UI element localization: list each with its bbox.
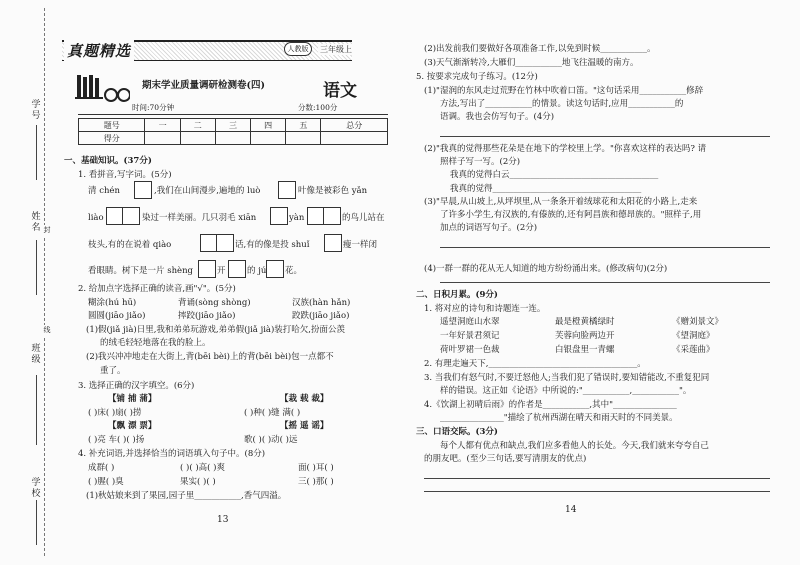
match-right-item[interactable]: 《望洞庭》: [672, 331, 715, 341]
q3-row-1a[interactable]: ( )床( )扇( )捞: [88, 408, 142, 418]
q1-line2-a: liào: [88, 213, 104, 223]
question-5: 5. 按要求完成句子练习。(12分): [416, 72, 538, 82]
answer-line[interactable]: [424, 491, 770, 492]
question-3: 3. 选择正确的汉字填空。(6分): [78, 381, 195, 391]
q5-2-line-c[interactable]: 我真的觉得白云___________________________________: [450, 170, 659, 180]
q2-word[interactable]: 摔跤(jiāo jiǎo): [178, 311, 236, 321]
q2-sentence-2b: 重了。: [100, 366, 126, 376]
answer-line[interactable]: [440, 282, 770, 283]
score-table-score-row: [79, 132, 388, 145]
page-number: 14: [565, 505, 577, 515]
match-left-item[interactable]: 一年好景君须记: [440, 331, 500, 341]
answer-line[interactable]: [440, 136, 770, 137]
q2-sentence-2a: (2)我兴冲冲地走在大街上,背(bēi bèi)上的背(bēi bèi)包一点都不: [86, 352, 334, 362]
table-cell: 题号: [79, 119, 145, 132]
score-input-cell[interactable]: [251, 132, 286, 145]
books-glasses-icon: [74, 73, 130, 107]
char-box[interactable]: [106, 207, 140, 225]
q4-idiom[interactable]: 果实( )( ): [180, 477, 216, 487]
q2-word[interactable]: 圆圆(jiāo jiǎo): [88, 311, 146, 321]
score-table: [78, 118, 388, 145]
q5-1-line-a[interactable]: (1)"湿润的东风走过荒野在竹林中吹着口笛。"这句话采用___________修辞: [424, 86, 704, 96]
score-table-header-row: [79, 119, 388, 132]
q4-idiom[interactable]: ( )( )高( )爽: [180, 463, 226, 473]
school-label: 学校: [31, 478, 41, 499]
q2-word[interactable]: 汉族(hàn hǎn): [292, 298, 351, 308]
cut-line: [44, 8, 45, 556]
char-box[interactable]: [278, 181, 296, 199]
match-right-item[interactable]: 《赠刘景文》: [672, 317, 724, 327]
score-input-cell[interactable]: [145, 132, 180, 145]
q1-line4-b: 开: [217, 266, 226, 276]
seal-mark: 封: [41, 225, 53, 236]
score-input-cell[interactable]: [215, 132, 250, 145]
q5-1-line-c: 语调。我也会仿写句子。(4分): [440, 112, 555, 122]
table-cell: 总分: [321, 119, 388, 132]
char-box[interactable]: [200, 234, 234, 252]
answer-line[interactable]: [440, 247, 770, 248]
student-name-line: [36, 240, 37, 295]
match-left-item[interactable]: 荷叶罗裙一色裁: [440, 345, 500, 355]
q5-4: (4)一群一群的花从无人知道的地方纷纷涌出来。(修改病句)(2分): [424, 264, 668, 274]
section-1-heading: 一、基础知识。(37分): [64, 156, 152, 166]
q3-row-2a[interactable]: ( )亮 车( )( )扬: [88, 435, 145, 445]
q4-sentence-3[interactable]: (3)天气渐渐转冷,大雁们___________地飞往温暖的南方。: [424, 58, 639, 68]
binding-margin: [0, 0, 62, 565]
q2-word[interactable]: 背诵(sòng shòng): [178, 298, 251, 308]
q4-sentence-1[interactable]: (1)秋姑娘来到了果园,园子里___________,香气四溢。: [86, 491, 287, 501]
table-cell: 四: [251, 119, 286, 132]
s2-question-1: 1. 将对应的诗句和诗题连一连。: [424, 304, 546, 314]
score-input-cell[interactable]: [180, 132, 215, 145]
q4-idiom[interactable]: 面( )耳( ): [298, 463, 334, 473]
q3-row-1b[interactable]: ( )种( )缝 满( ): [244, 408, 301, 418]
char-box[interactable]: [324, 234, 342, 252]
school-line: [36, 500, 37, 545]
student-number-line: [36, 125, 37, 180]
s2-question-4b[interactable]: _______________"描绘了杭州西湖在晴天和雨天时的不同美景。: [440, 413, 678, 423]
brand-title: 真题精选: [64, 40, 134, 61]
question-1: 1. 看拼音,写字词。(5分): [78, 170, 172, 180]
char-box[interactable]: [307, 207, 341, 225]
q4-idiom[interactable]: 成群( ): [88, 463, 115, 473]
q3-group-1: 【铺 捕 蒲】: [108, 394, 157, 404]
question-2: 2. 给加点字选择正确的读音,画"√"。(5分): [78, 284, 236, 294]
score-input-cell[interactable]: [321, 132, 388, 145]
page-13: [62, 0, 397, 565]
exam-total-score: 分数:100分: [298, 103, 338, 112]
q3-group-4: 【摇 遥 谣】: [280, 421, 329, 431]
table-cell: 三: [215, 119, 250, 132]
question-4: 4. 补充词语,并选择恰当的词语填入句子中。(8分): [78, 449, 266, 459]
q2-word[interactable]: 跤跌(jiāo jiǎo): [292, 311, 350, 321]
q5-2-line-d[interactable]: 我真的觉得___________________________________: [450, 184, 642, 194]
match-mid-item[interactable]: 最是橙黄橘绿时: [555, 317, 615, 327]
student-number-label: 学号: [31, 100, 41, 121]
q1-line1-b: ,我们在山间漫步,遍地的 luò: [154, 186, 261, 196]
s2-question-2[interactable]: 2. 有理走遍天下,___________________________________。: [424, 359, 646, 369]
edition-seal: 人教版: [284, 42, 312, 56]
match-mid-item[interactable]: 白银盘里一青螺: [555, 345, 615, 355]
q1-line1-c: 叶像是被彩色 yǎn: [298, 186, 368, 196]
subject-title: 语文: [323, 81, 357, 101]
answer-line[interactable]: [424, 478, 770, 479]
q5-3-line-c: 加点的词语写句子。(2分): [440, 223, 538, 233]
q1-line4-c: 的 jú: [247, 266, 267, 276]
page-14: [410, 0, 790, 565]
section-2-heading: 二、日积月累。(9分): [416, 290, 498, 300]
student-name-label: 姓名: [31, 212, 41, 233]
score-input-cell[interactable]: [286, 132, 321, 145]
page-number: 13: [217, 515, 229, 525]
s2-question-3a: 3. 当我们有怒气时,不要迁怒他人;当我们犯了错误时,要知错能改,不重复犯同: [424, 373, 710, 383]
grade-label: 三年级上: [320, 45, 352, 54]
q5-3-line-b: 了许多小学生,有汉族的,有傣族的,还有阿昌族和德昂族的。"照样子,用: [440, 210, 702, 220]
q5-2-line-b: 照样子写一写。(2分): [440, 157, 521, 167]
table-cell: 二: [180, 119, 215, 132]
q4-sentence-2[interactable]: (2)出发前我们要做好各项准备工作,以免到时候___________。: [424, 44, 656, 54]
char-box[interactable]: [266, 260, 284, 278]
table-cell: 五: [286, 119, 321, 132]
q1-line2-c: yàn: [289, 213, 305, 223]
char-box[interactable]: [270, 207, 288, 225]
match-mid-item[interactable]: 芙蓉向脸两边开: [555, 331, 615, 341]
char-box[interactable]: [198, 260, 216, 278]
q1-line2-b: 染过一样美丽。几只羽毛 xiān: [142, 213, 257, 223]
section-3-heading: 三、口语交际。(3分): [416, 427, 498, 437]
q3-group-3: 【飘 漂 票】: [108, 421, 157, 431]
match-left-item[interactable]: 遥望洞庭山水翠: [440, 317, 500, 327]
q2-sentence-1b: 的绒毛轻轻地落在我的脸上。: [100, 338, 211, 348]
q2-sentence-1a: (1)假(jiǎ jià)日里,我和弟弟玩游戏,弟弟假(jiǎ jià)装打哈欠,扮面公羡: [86, 325, 346, 335]
q1-line3-b: 话,有的像是投 shuǐ: [235, 240, 310, 250]
exam-time: 时间:70分钟: [132, 103, 175, 112]
char-box[interactable]: [228, 260, 246, 278]
s2-question-4a[interactable]: 4.《饮湖上初晴后雨》的作者是___________,其中"_______________: [424, 400, 677, 410]
q5-2-line-a: (2)"我真的觉得那些花朵是在地下的学校里上学。"你喜欢这样的表达吗? 请: [424, 144, 707, 154]
s3-prompt-b: 的朋友吧。(至少三句话,要写清朋友的优点): [424, 454, 587, 464]
class-label: 班级: [31, 344, 41, 365]
q1-line3-c: 瘦一样闭: [343, 240, 378, 250]
q4-idiom[interactable]: ( )腥( )臭: [88, 477, 124, 487]
header-rule: [78, 114, 388, 115]
match-right-item[interactable]: 《采莲曲》: [672, 345, 715, 355]
exam-title: 期末学业质量调研检测卷(四): [142, 80, 265, 91]
q1-line4-a: 看眼睛。树下是一片 shèng: [88, 266, 193, 276]
s2-question-3b[interactable]: 样的错误。这正如《论语》中所说的:"___________,___________"。: [440, 386, 692, 396]
table-cell: 得分: [79, 132, 145, 145]
class-line: [36, 375, 37, 445]
q1-line4-d: 花。: [285, 266, 303, 276]
q3-row-2b[interactable]: 歌( )( )动( )远: [244, 435, 298, 445]
q5-1-line-b[interactable]: 方法,写出了___________的情景。读这句话时,应用___________的: [440, 99, 684, 109]
char-box[interactable]: [134, 181, 152, 199]
s3-prompt-a: 每个人都有优点和缺点,我们应多看他人的长处。今天,我们就来夸夸自己: [440, 441, 709, 451]
q5-3-line-a: (3)"早晨,从山坡上,从坪坝里,从一条条开着绒球花和太阳花的小路上,走来: [424, 197, 698, 207]
q1-line3-a: 枝头,有的在说着 qiào: [88, 240, 172, 250]
q3-group-2: 【栽 载 裁】: [280, 394, 329, 404]
table-cell: 一: [145, 119, 180, 132]
q4-idiom[interactable]: 三( )那( ): [298, 477, 334, 487]
q2-word[interactable]: 糊涂(hú hū): [88, 298, 137, 308]
line-mark: 线: [41, 325, 53, 336]
q1-line1-a: 清 chén: [88, 186, 120, 196]
q1-line2-d: 的鸟儿站在: [342, 213, 385, 223]
